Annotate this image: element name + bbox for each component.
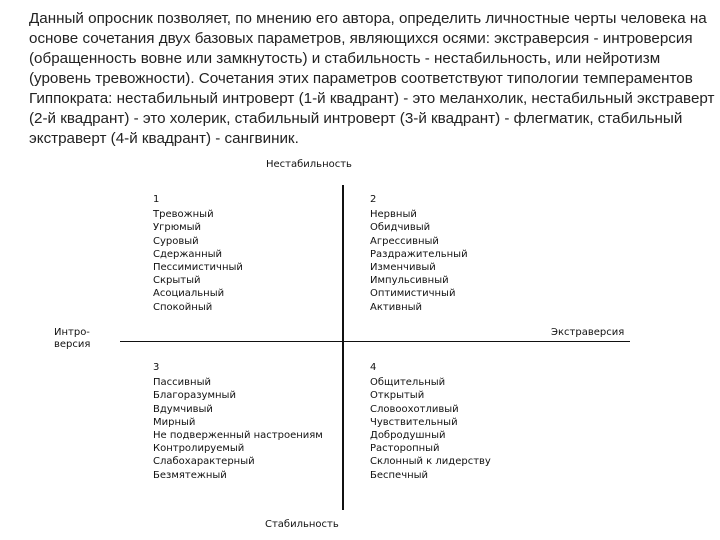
quadrant-number: 4 bbox=[370, 362, 377, 373]
intro-text bbox=[29, 9, 715, 149]
intro-line: (уровень тревожности). Сочетания этих параметров соответствуют типологии темпераментов bbox=[29, 70, 693, 87]
quadrant-number: 1 bbox=[153, 194, 160, 205]
trait: Расторопный bbox=[370, 443, 440, 455]
trait: Мирный bbox=[153, 416, 196, 428]
quadrant-number: 3 bbox=[153, 362, 160, 373]
axis-label-left bbox=[54, 327, 90, 351]
quadrant-number: 2 bbox=[370, 194, 377, 205]
trait: Пассивный bbox=[153, 377, 211, 389]
intro-line: (обращенность вовне или замкнутость) и стабильность - нестабильность, или нейротизм bbox=[29, 50, 661, 67]
trait: Сдержанный bbox=[153, 248, 223, 260]
axis-label-left-line: Интро- bbox=[54, 327, 90, 338]
intro-line: основе сочетания двух базовых параметров, являющихся осями: экстраверсия - интроверсия bbox=[29, 30, 693, 47]
trait: Не подверженный настроениям bbox=[153, 430, 323, 442]
trait: Слабохарактерный bbox=[153, 456, 255, 468]
trait: Контролируемый bbox=[153, 443, 245, 455]
trait: Общительный bbox=[370, 377, 446, 389]
trait: Склонный к лидерству bbox=[370, 456, 491, 468]
axis-label-bottom: Стабильность bbox=[265, 519, 339, 530]
trait: Суровый bbox=[153, 235, 199, 247]
intro-line: Гиппократа: нестабильный интроверт (1-й квадрант) - это меланхолик, нестабильный экстраверт bbox=[29, 90, 715, 107]
trait: Безмятежный bbox=[153, 469, 227, 481]
trait: Обидчивый bbox=[370, 222, 431, 234]
trait: Импульсивный bbox=[370, 275, 449, 287]
trait: Добродушный bbox=[370, 430, 446, 442]
trait: Асоциальный bbox=[153, 288, 225, 300]
trait: Благоразумный bbox=[153, 390, 236, 402]
intro-line: (2-й квадрант) - это холерик, стабильный интроверт (3-й квадрант) - флегматик, стабильный bbox=[29, 110, 683, 127]
trait: Активный bbox=[370, 301, 423, 313]
axis-label-left-line: версия bbox=[54, 339, 91, 350]
trait: Оптимистичный bbox=[370, 288, 456, 300]
trait: Раздражительный bbox=[370, 248, 468, 260]
trait: Словоохотливый bbox=[370, 403, 459, 415]
trait: Открытый bbox=[370, 390, 425, 402]
quadrant-1 bbox=[153, 193, 243, 314]
trait: Чувствительный bbox=[370, 416, 458, 428]
trait: Угрюмый bbox=[153, 222, 202, 234]
trait: Нервный bbox=[370, 209, 417, 221]
intro-line: Данный опросник позволяет, по мнению его автора, определить личностные черты человека на bbox=[29, 10, 707, 27]
trait: Беспечный bbox=[370, 469, 429, 481]
trait: Скрытый bbox=[153, 275, 201, 287]
axis-label-top: Нестабильность bbox=[266, 159, 352, 170]
horizontal-axis bbox=[120, 341, 630, 342]
trait: Тревожный bbox=[153, 209, 214, 221]
trait: Агрессивный bbox=[370, 235, 439, 247]
quadrant-4 bbox=[370, 361, 491, 482]
quadrant-2 bbox=[370, 193, 468, 314]
trait: Вдумчивый bbox=[153, 403, 213, 415]
quadrant-3 bbox=[153, 361, 323, 482]
trait: Пессимистичный bbox=[153, 262, 243, 274]
axis-label-right: Экстраверсия bbox=[551, 327, 625, 338]
vertical-axis bbox=[342, 185, 344, 510]
trait: Спокойный bbox=[153, 301, 213, 313]
intro-line: экстраверт (4-й квадрант) - сангвиник. bbox=[29, 130, 299, 147]
trait: Изменчивый bbox=[370, 262, 436, 274]
